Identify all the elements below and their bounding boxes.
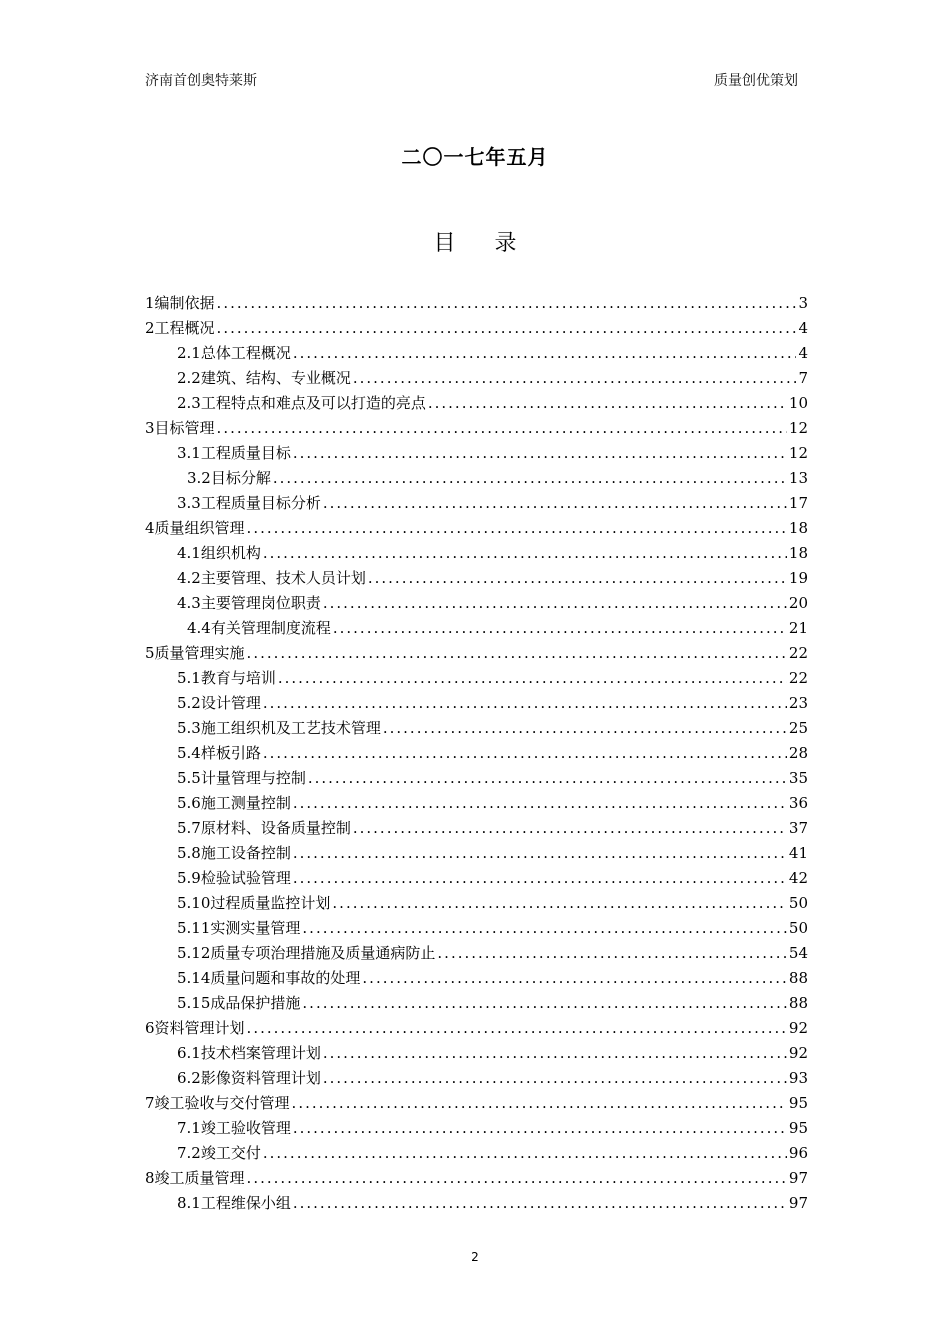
toc-entry[interactable] bbox=[145, 563, 808, 588]
toc-entry[interactable] bbox=[145, 1188, 808, 1213]
toc-entry-title: 6.1技术档案管理计划 bbox=[177, 1044, 321, 1062]
toc-entry-page: 88 bbox=[788, 994, 808, 1012]
toc-entry[interactable] bbox=[145, 1138, 808, 1163]
toc-entry-page: 35 bbox=[788, 769, 808, 787]
toc-entry[interactable] bbox=[145, 313, 808, 338]
toc-entry[interactable] bbox=[145, 388, 808, 413]
toc-entry-title: 8竣工质量管理 bbox=[145, 1169, 245, 1187]
toc-entry-title: 5.10过程质量监控计划 bbox=[177, 894, 331, 912]
toc-entry-page: 50 bbox=[788, 894, 808, 912]
toc-dot-leader bbox=[368, 569, 787, 588]
toc-entry[interactable] bbox=[145, 588, 808, 613]
toc-entry-page: 93 bbox=[788, 1069, 808, 1087]
toc-dot-leader bbox=[293, 344, 797, 363]
toc-entry[interactable] bbox=[145, 413, 808, 438]
toc-dot-leader bbox=[247, 1019, 787, 1038]
toc-entry-page: 95 bbox=[788, 1119, 808, 1137]
page-number: 2 bbox=[471, 1250, 479, 1264]
toc-entry[interactable] bbox=[145, 638, 808, 663]
toc-entry-title: 4.4有关管理制度流程 bbox=[187, 619, 331, 637]
toc-dot-leader bbox=[333, 619, 787, 638]
toc-entry[interactable] bbox=[145, 1063, 808, 1088]
toc-entry[interactable] bbox=[145, 788, 808, 813]
toc-dot-leader bbox=[263, 744, 787, 763]
toc-entry[interactable] bbox=[145, 663, 808, 688]
toc-dot-leader bbox=[323, 1044, 787, 1063]
toc-dot-leader bbox=[293, 1119, 787, 1138]
toc-entry-title: 5.1教育与培训 bbox=[177, 669, 276, 687]
toc-entry-page: 7 bbox=[798, 369, 808, 387]
toc-dot-leader bbox=[247, 519, 787, 538]
toc-entry-title: 5.7原材料、设备质量控制 bbox=[177, 819, 351, 837]
toc-entry-title: 2工程概况 bbox=[145, 319, 215, 337]
toc-entry-title: 8.1工程维保小组 bbox=[177, 1194, 291, 1212]
toc-entry-title: 4.2主要管理、技术人员计划 bbox=[177, 569, 366, 587]
toc-entry[interactable] bbox=[145, 863, 808, 888]
toc-entry-title: 3.2目标分解 bbox=[187, 469, 271, 487]
toc-entry[interactable] bbox=[145, 338, 808, 363]
toc-dot-leader bbox=[323, 494, 787, 513]
toc-entry[interactable] bbox=[145, 713, 808, 738]
table-of-contents bbox=[145, 288, 808, 1213]
toc-entry-page: 4 bbox=[798, 319, 808, 337]
toc-dot-leader bbox=[273, 469, 787, 488]
toc-entry-title: 3目标管理 bbox=[145, 419, 215, 437]
toc-dot-leader bbox=[292, 1094, 787, 1113]
toc-entry-page: 17 bbox=[788, 494, 808, 512]
toc-dot-leader bbox=[263, 694, 787, 713]
toc-dot-leader bbox=[247, 1169, 787, 1188]
toc-entry-page: 41 bbox=[788, 844, 808, 862]
toc-dot-leader bbox=[323, 594, 787, 613]
toc-entry-title: 4.1组织机构 bbox=[177, 544, 261, 562]
toc-dot-leader bbox=[308, 769, 787, 788]
header-left-title: 济南首创奥特莱斯 bbox=[145, 73, 257, 89]
toc-entry-title: 2.2建筑、结构、专业概况 bbox=[177, 369, 351, 387]
toc-dot-leader bbox=[293, 869, 787, 888]
toc-entry-title: 5.2设计管理 bbox=[177, 694, 261, 712]
toc-entry-page: 37 bbox=[788, 819, 808, 837]
toc-entry-page: 25 bbox=[788, 719, 808, 737]
toc-entry-title: 2.3工程特点和难点及可以打造的亮点 bbox=[177, 394, 426, 412]
toc-entry-page: 95 bbox=[788, 1094, 808, 1112]
toc-dot-leader bbox=[332, 894, 787, 913]
toc-entry[interactable] bbox=[145, 463, 808, 488]
header-right-title: 质量创优策划 bbox=[714, 73, 798, 89]
toc-entry-title: 5.4样板引路 bbox=[177, 744, 261, 762]
toc-entry[interactable] bbox=[145, 1088, 808, 1113]
toc-entry-page: 42 bbox=[788, 869, 808, 887]
toc-entry[interactable] bbox=[145, 538, 808, 563]
toc-entry[interactable] bbox=[145, 963, 808, 988]
toc-dot-leader bbox=[437, 944, 787, 963]
toc-entry-page: 19 bbox=[788, 569, 808, 587]
toc-entry-page: 12 bbox=[788, 419, 808, 437]
toc-entry-page: 28 bbox=[788, 744, 808, 762]
toc-entry-page: 97 bbox=[788, 1194, 808, 1212]
toc-entry[interactable] bbox=[145, 1038, 808, 1063]
toc-dot-leader bbox=[263, 1144, 787, 1163]
toc-entry[interactable] bbox=[145, 438, 808, 463]
toc-dot-leader bbox=[362, 969, 787, 988]
toc-entry-page: 4 bbox=[798, 344, 808, 362]
toc-entry-title: 6资料管理计划 bbox=[145, 1019, 245, 1037]
toc-dot-leader bbox=[217, 419, 787, 438]
toc-entry[interactable] bbox=[145, 763, 808, 788]
toc-entry-title: 3.1工程质量目标 bbox=[177, 444, 291, 462]
toc-entry[interactable] bbox=[145, 513, 808, 538]
toc-dot-leader bbox=[217, 319, 797, 338]
toc-entry[interactable] bbox=[145, 913, 808, 938]
toc-entry-title: 5.14质量问题和事故的处理 bbox=[177, 969, 361, 987]
toc-entry-page: 13 bbox=[788, 469, 808, 487]
toc-entry[interactable] bbox=[145, 688, 808, 713]
toc-title: 目 录 bbox=[433, 231, 533, 256]
toc-dot-leader bbox=[302, 919, 787, 938]
toc-dot-leader bbox=[293, 1194, 787, 1213]
toc-entry-title: 4.3主要管理岗位职责 bbox=[177, 594, 321, 612]
toc-entry-page: 92 bbox=[788, 1019, 808, 1037]
toc-entry-title: 7竣工验收与交付管理 bbox=[145, 1094, 290, 1112]
toc-entry-title: 5.12质量专项治理措施及质量通病防止 bbox=[177, 944, 436, 962]
toc-entry[interactable] bbox=[145, 363, 808, 388]
toc-dot-leader bbox=[428, 394, 787, 413]
toc-entry-page: 88 bbox=[788, 969, 808, 987]
toc-dot-leader bbox=[293, 794, 787, 813]
toc-entry-page: 23 bbox=[788, 694, 808, 712]
toc-entry-title: 5.6施工测量控制 bbox=[177, 794, 291, 812]
toc-dot-leader bbox=[263, 544, 787, 563]
toc-entry-page: 97 bbox=[788, 1169, 808, 1187]
toc-entry[interactable] bbox=[145, 613, 808, 638]
toc-entry-page: 21 bbox=[788, 619, 808, 637]
toc-entry-page: 18 bbox=[788, 519, 808, 537]
toc-entry[interactable] bbox=[145, 488, 808, 513]
toc-entry-title: 5.9检验试验管理 bbox=[177, 869, 291, 887]
toc-entry-page: 3 bbox=[798, 294, 808, 312]
toc-entry-title: 5.11实测实量管理 bbox=[177, 919, 301, 937]
toc-entry-title: 2.1总体工程概况 bbox=[177, 344, 291, 362]
toc-entry[interactable] bbox=[145, 1013, 808, 1038]
toc-dot-leader bbox=[278, 669, 787, 688]
toc-dot-leader bbox=[353, 369, 797, 388]
toc-entry-page: 50 bbox=[788, 919, 808, 937]
toc-entry[interactable] bbox=[145, 288, 808, 313]
toc-entry[interactable] bbox=[145, 938, 808, 963]
toc-entry-title: 6.2影像资料管理计划 bbox=[177, 1069, 321, 1087]
toc-entry[interactable] bbox=[145, 1113, 808, 1138]
toc-dot-leader bbox=[323, 1069, 787, 1088]
toc-entry-page: 22 bbox=[788, 644, 808, 662]
toc-dot-leader bbox=[293, 844, 787, 863]
toc-entry-title: 4质量组织管理 bbox=[145, 519, 245, 537]
toc-entry[interactable] bbox=[145, 813, 808, 838]
toc-entry-title: 5.3施工组织机及工艺技术管理 bbox=[177, 719, 381, 737]
toc-entry[interactable] bbox=[145, 1163, 808, 1188]
toc-entry-title: 5.5计量管理与控制 bbox=[177, 769, 306, 787]
toc-entry-page: 92 bbox=[788, 1044, 808, 1062]
toc-entry-page: 20 bbox=[788, 594, 808, 612]
toc-entry[interactable] bbox=[145, 888, 808, 913]
toc-entry-title: 7.2竣工交付 bbox=[177, 1144, 261, 1162]
toc-dot-leader bbox=[383, 719, 787, 738]
toc-dot-leader bbox=[247, 644, 787, 663]
toc-entry-page: 36 bbox=[788, 794, 808, 812]
toc-entry-title: 1编制依据 bbox=[145, 294, 215, 312]
toc-dot-leader bbox=[293, 444, 787, 463]
toc-entry-page: 22 bbox=[788, 669, 808, 687]
toc-entry-title: 5.8施工设备控制 bbox=[177, 844, 291, 862]
toc-entry-page: 12 bbox=[788, 444, 808, 462]
toc-entry-title: 5.15成品保护措施 bbox=[177, 994, 301, 1012]
toc-entry[interactable] bbox=[145, 988, 808, 1013]
toc-entry-page: 10 bbox=[788, 394, 808, 412]
toc-dot-leader bbox=[353, 819, 787, 838]
toc-entry[interactable] bbox=[145, 738, 808, 763]
toc-entry-title: 7.1竣工验收管理 bbox=[177, 1119, 291, 1137]
toc-entry-title: 3.3工程质量目标分析 bbox=[177, 494, 321, 512]
toc-entry-page: 96 bbox=[788, 1144, 808, 1162]
toc-dot-leader bbox=[302, 994, 787, 1013]
toc-entry-page: 18 bbox=[788, 544, 808, 562]
toc-dot-leader bbox=[217, 294, 797, 313]
date-title: 二〇一七年五月 bbox=[401, 145, 549, 169]
toc-entry-title: 5质量管理实施 bbox=[145, 644, 245, 662]
toc-entry-page: 54 bbox=[788, 944, 808, 962]
toc-entry[interactable] bbox=[145, 838, 808, 863]
